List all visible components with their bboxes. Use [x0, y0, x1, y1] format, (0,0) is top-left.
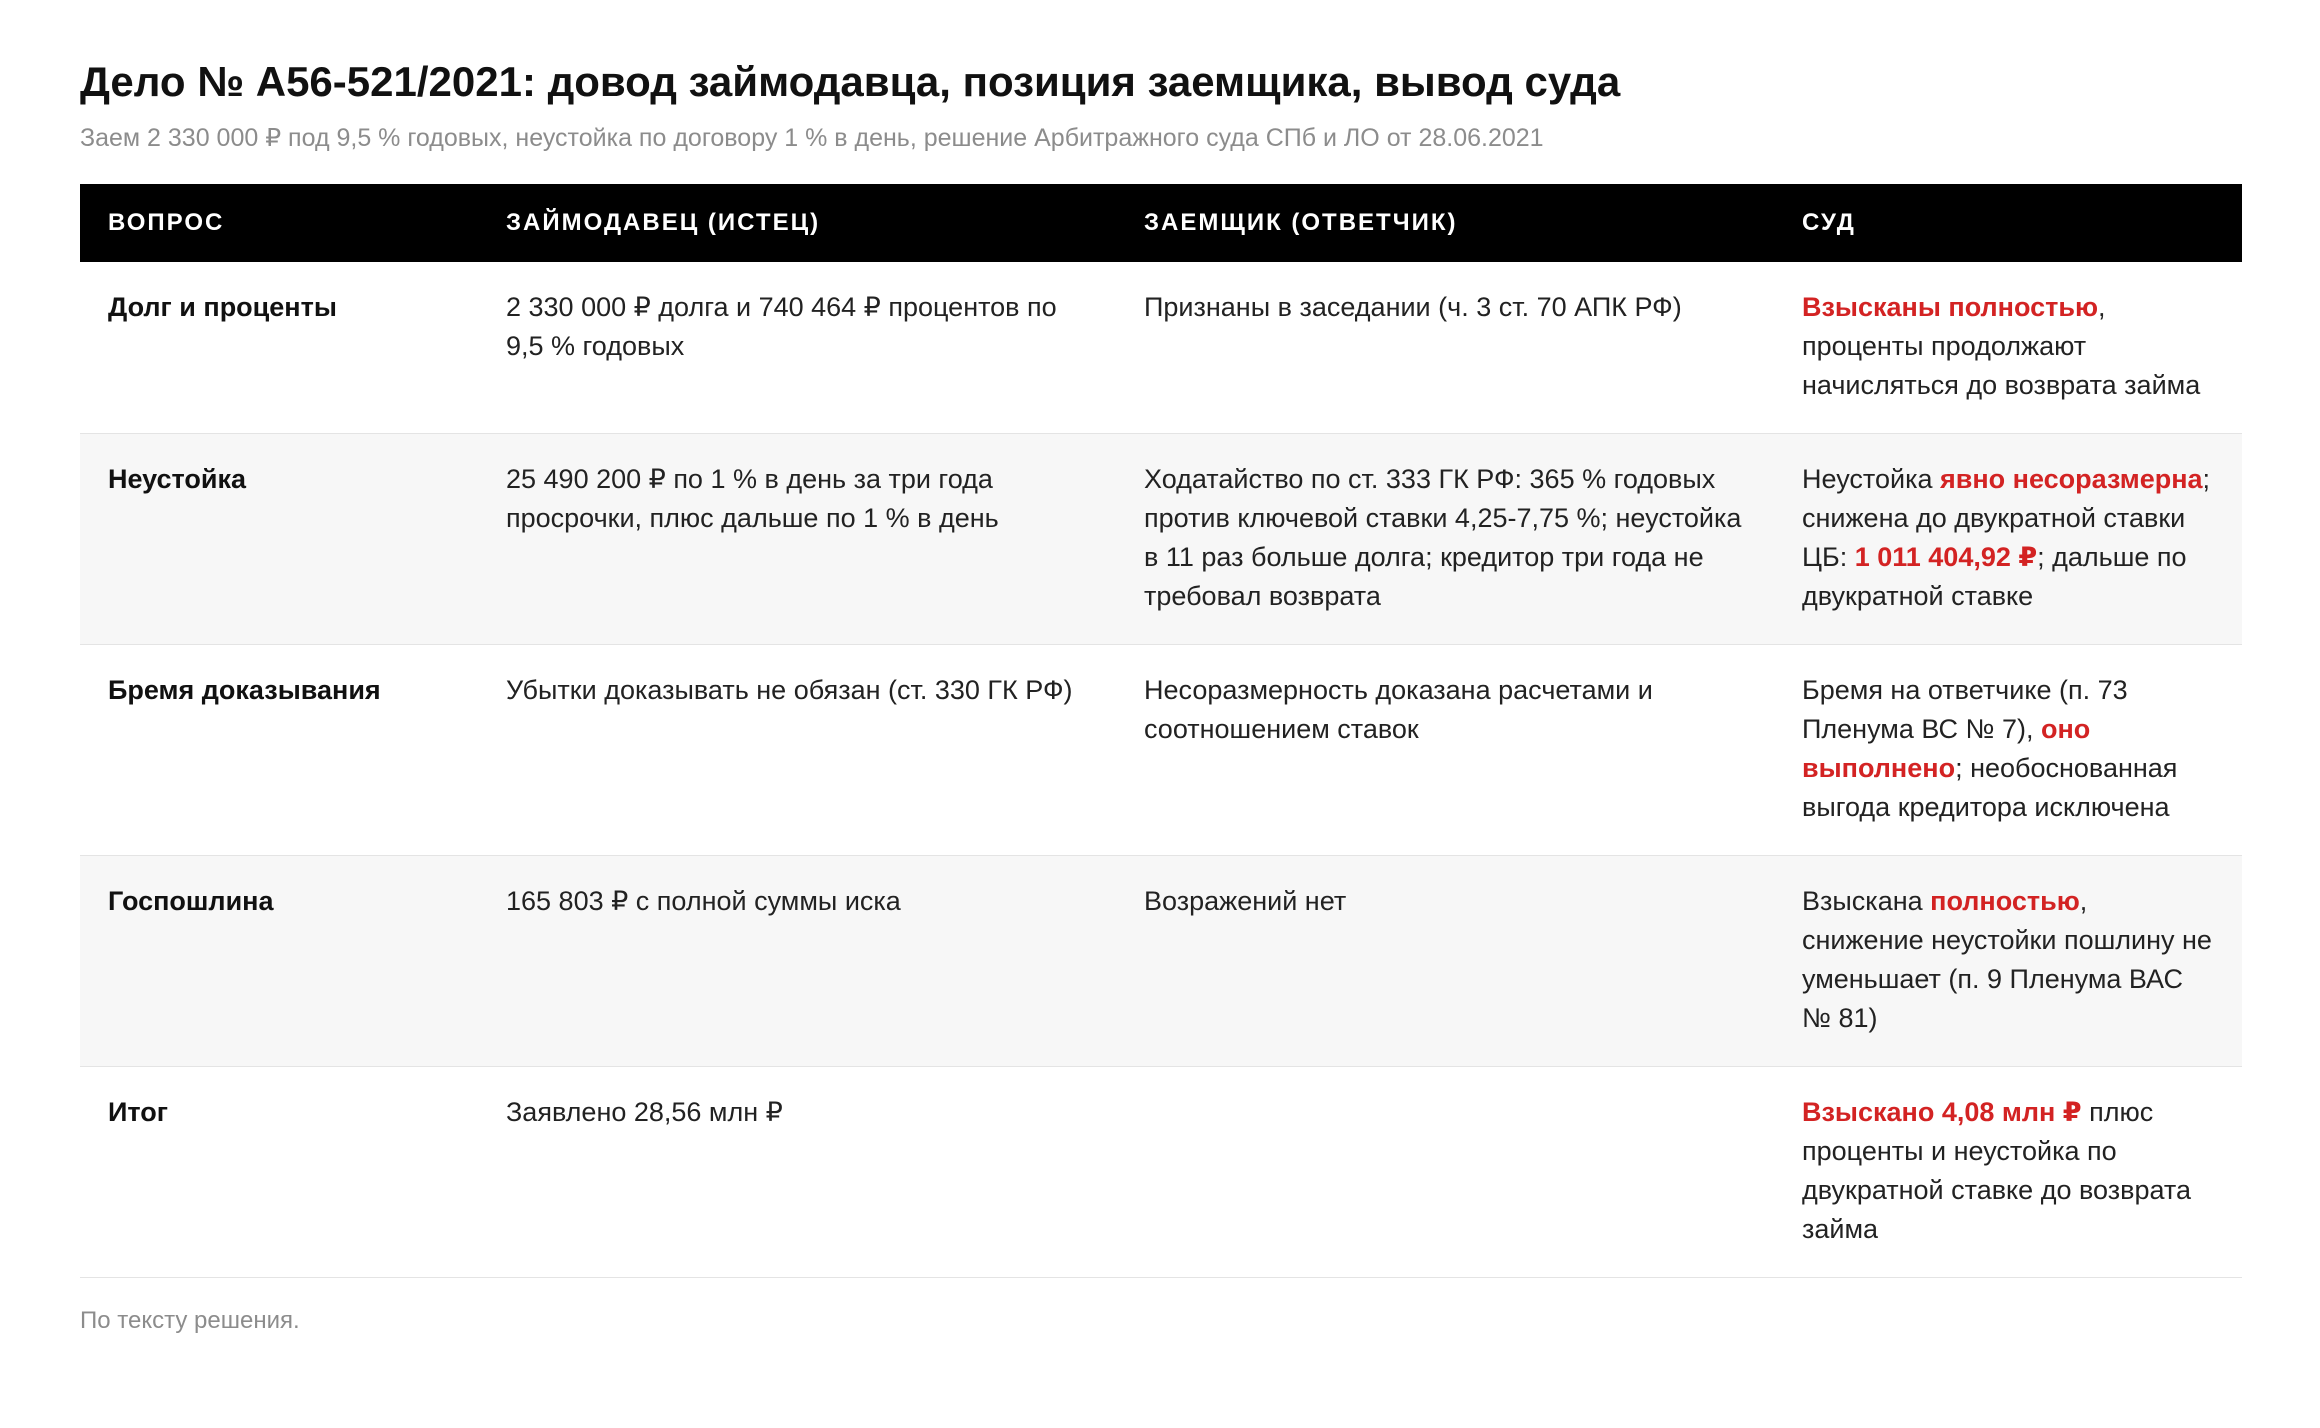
- cell-lender: 2 330 000 ₽ долга и 740 464 ₽ процентов по 9,5 % годовых: [478, 262, 1116, 434]
- table-row: [80, 645, 2242, 856]
- page-subtitle: Заем 2 330 000 ₽ под 9,5 % годовых, неустойка по договору 1 % в день, решение Арбитражного суда СПб и ЛО от 28.06.2021: [80, 124, 1544, 152]
- table-header: [80, 184, 2242, 262]
- court-text: Бремя на ответчике (п. 73 Пленума ВС № 7),: [1802, 675, 2128, 744]
- cell-question: Долг и проценты: [80, 262, 478, 434]
- court-highlight: Взыскано 4,08 млн ₽: [1802, 1097, 2082, 1127]
- court-text: ; снижена до двукратной ставки ЦБ:: [1802, 464, 2211, 572]
- cell-court: [1774, 434, 2242, 645]
- court-text: , проценты продолжают начисляться до возврата займа: [1802, 292, 2201, 400]
- cell-lender: 165 803 ₽ с полной суммы иска: [478, 856, 1116, 1067]
- cell-question: Госпошлина: [80, 856, 478, 1067]
- cell-borrower: Ходатайство по ст. 333 ГК РФ: 365 % годовых против ключевой ставки 4,25-7,75 %; неустойка в 11 раз больше долга; кредитор три года не требовал возврата: [1116, 434, 1774, 645]
- court-text: ; дальше по двукратной ставке: [1802, 542, 2187, 611]
- court-text: Взыскана: [1802, 886, 1931, 916]
- table-row: [80, 262, 2242, 434]
- court-highlight: 1 011 404,92 ₽: [1854, 542, 2038, 572]
- court-text: Неустойка: [1802, 464, 1940, 494]
- cell-lender: 25 490 200 ₽ по 1 % в день за три года просрочки, плюс дальше по 1 % в день: [478, 434, 1116, 645]
- court-highlight: Взысканы полностью: [1802, 292, 2099, 322]
- court-text: плюс проценты и неустойка по двукратной ставке до возврата займа: [1802, 1097, 2191, 1244]
- court-highlight: полностью: [1930, 886, 2080, 916]
- footnote: По тексту решения.: [80, 1307, 300, 1334]
- cell-court: [1774, 645, 2242, 856]
- cell-court: [1774, 1067, 2242, 1278]
- cell-borrower: Признаны в заседании (ч. 3 ст. 70 АПК РФ): [1116, 262, 1774, 434]
- column-header-court: СУД: [1802, 209, 1856, 236]
- column-header-lender: ЗАЙМОДАВЕЦ (ИСТЕЦ): [506, 209, 821, 236]
- court-text: ; необоснованная выгода кредитора исключена: [1802, 753, 2178, 822]
- cell-question: Неустойка: [80, 434, 478, 645]
- table-body: [80, 262, 2242, 1278]
- table-header-row: [80, 184, 2242, 262]
- cell-borrower: Несоразмерность доказана расчетами и соотношением ставок: [1116, 645, 1774, 856]
- court-highlight: оно выполнено: [1802, 714, 2091, 783]
- table-row: [80, 434, 2242, 645]
- cell-court: [1774, 262, 2242, 434]
- court-text: , снижение неустойки пошлину не уменьшает (п. 9 Пленума ВАС № 81): [1802, 886, 2212, 1033]
- cell-question: Бремя доказывания: [80, 645, 478, 856]
- cell-borrower: Возражений нет: [1116, 856, 1774, 1067]
- comparison-table: [80, 184, 2242, 1278]
- cell-borrower: [1116, 1067, 1774, 1278]
- table-row: [80, 1067, 2242, 1278]
- cell-lender: Убытки доказывать не обязан (ст. 330 ГК РФ): [478, 645, 1116, 856]
- cell-question: Итог: [80, 1067, 478, 1278]
- column-header-question: ВОПРОС: [108, 209, 225, 236]
- page-title: Дело № А56-521/2021: довод займодавца, позиция заемщика, вывод суда: [80, 58, 1621, 105]
- column-header-borrower: ЗАЕМЩИК (ОТВЕТЧИК): [1144, 209, 1458, 236]
- cell-lender: Заявлено 28,56 млн ₽: [478, 1067, 1116, 1278]
- table-row: [80, 856, 2242, 1067]
- court-highlight: явно несоразмерна: [1940, 464, 2203, 494]
- cell-court: [1774, 856, 2242, 1067]
